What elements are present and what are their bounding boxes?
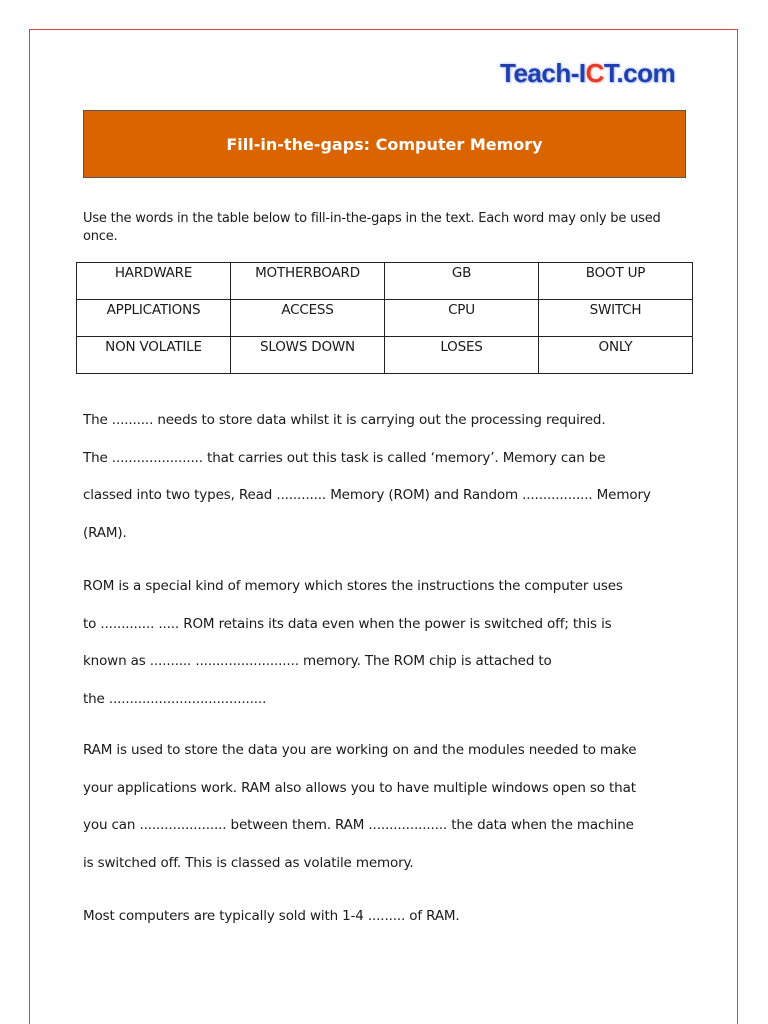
text-line: The ...................... that carries out this task is called ‘memory’. Memory can be — [83, 449, 606, 466]
paragraph-cpu-memory — [83, 402, 693, 552]
text-line: the ...................................... — [83, 690, 267, 707]
text-line: you can ..................... between them. RAM ................... the data when the machine — [83, 817, 634, 833]
table-cell: MOTHERBOARD — [231, 263, 385, 300]
table-cell: SWITCH — [539, 300, 693, 337]
logo-text-c: C — [585, 58, 604, 88]
text-line: is switched off. This is classed as volatile memory. — [83, 854, 414, 871]
table-cell: APPLICATIONS — [77, 300, 231, 337]
text-line: ROM is a special kind of memory which stores the instructions the computer uses — [83, 578, 623, 594]
paragraph-rom — [83, 568, 693, 718]
text-line: The .......... needs to store data whilst it is carrying out the processing required. — [83, 412, 606, 428]
title-banner — [83, 110, 686, 178]
text-line: RAM is used to store the data you are working on and the modules needed to make — [83, 742, 637, 758]
logo-text-teach-i: Teach-I — [500, 58, 586, 88]
logo-text-dotcom: .com — [616, 58, 676, 88]
table-cell: LOSES — [385, 337, 539, 374]
paragraph-ram-size — [83, 898, 693, 936]
paragraph-ram — [83, 732, 693, 882]
word-bank-table — [76, 262, 693, 374]
text-line: known as .......... ......................... memory. The ROM chip is attached to — [83, 653, 552, 669]
logo-text-t: T — [603, 58, 617, 88]
table-cell: NON VOLATILE — [77, 337, 231, 374]
table-row — [77, 300, 693, 337]
table-cell: ACCESS — [231, 300, 385, 337]
table-cell: CPU — [385, 300, 539, 337]
instructions-text: Use the words in the table below to fill-in-the-gaps in the text. Each word may only be used once. — [83, 211, 661, 244]
text-line: to ............. ..... ROM retains its data even when the power is switched off; this is — [83, 615, 612, 632]
table-row — [77, 337, 693, 374]
text-line: your applications work. RAM also allows you to have multiple windows open so that — [83, 779, 636, 796]
table-cell: SLOWS DOWN — [231, 337, 385, 374]
text-line: Most computers are typically sold with 1-4 ......... of RAM. — [83, 908, 460, 924]
table-cell: GB — [385, 263, 539, 300]
table-cell: HARDWARE — [77, 263, 231, 300]
text-line: classed into two types, Read ............ Memory (ROM) and Random ................. Memory — [83, 487, 651, 503]
teach-ict-logo[interactable] — [500, 58, 675, 89]
text-line: (RAM). — [83, 524, 127, 541]
table-cell: BOOT UP — [539, 263, 693, 300]
page-title: Fill-in-the-gaps: Computer Memory — [226, 134, 543, 154]
table-cell: ONLY — [539, 337, 693, 374]
table-row — [77, 263, 693, 300]
